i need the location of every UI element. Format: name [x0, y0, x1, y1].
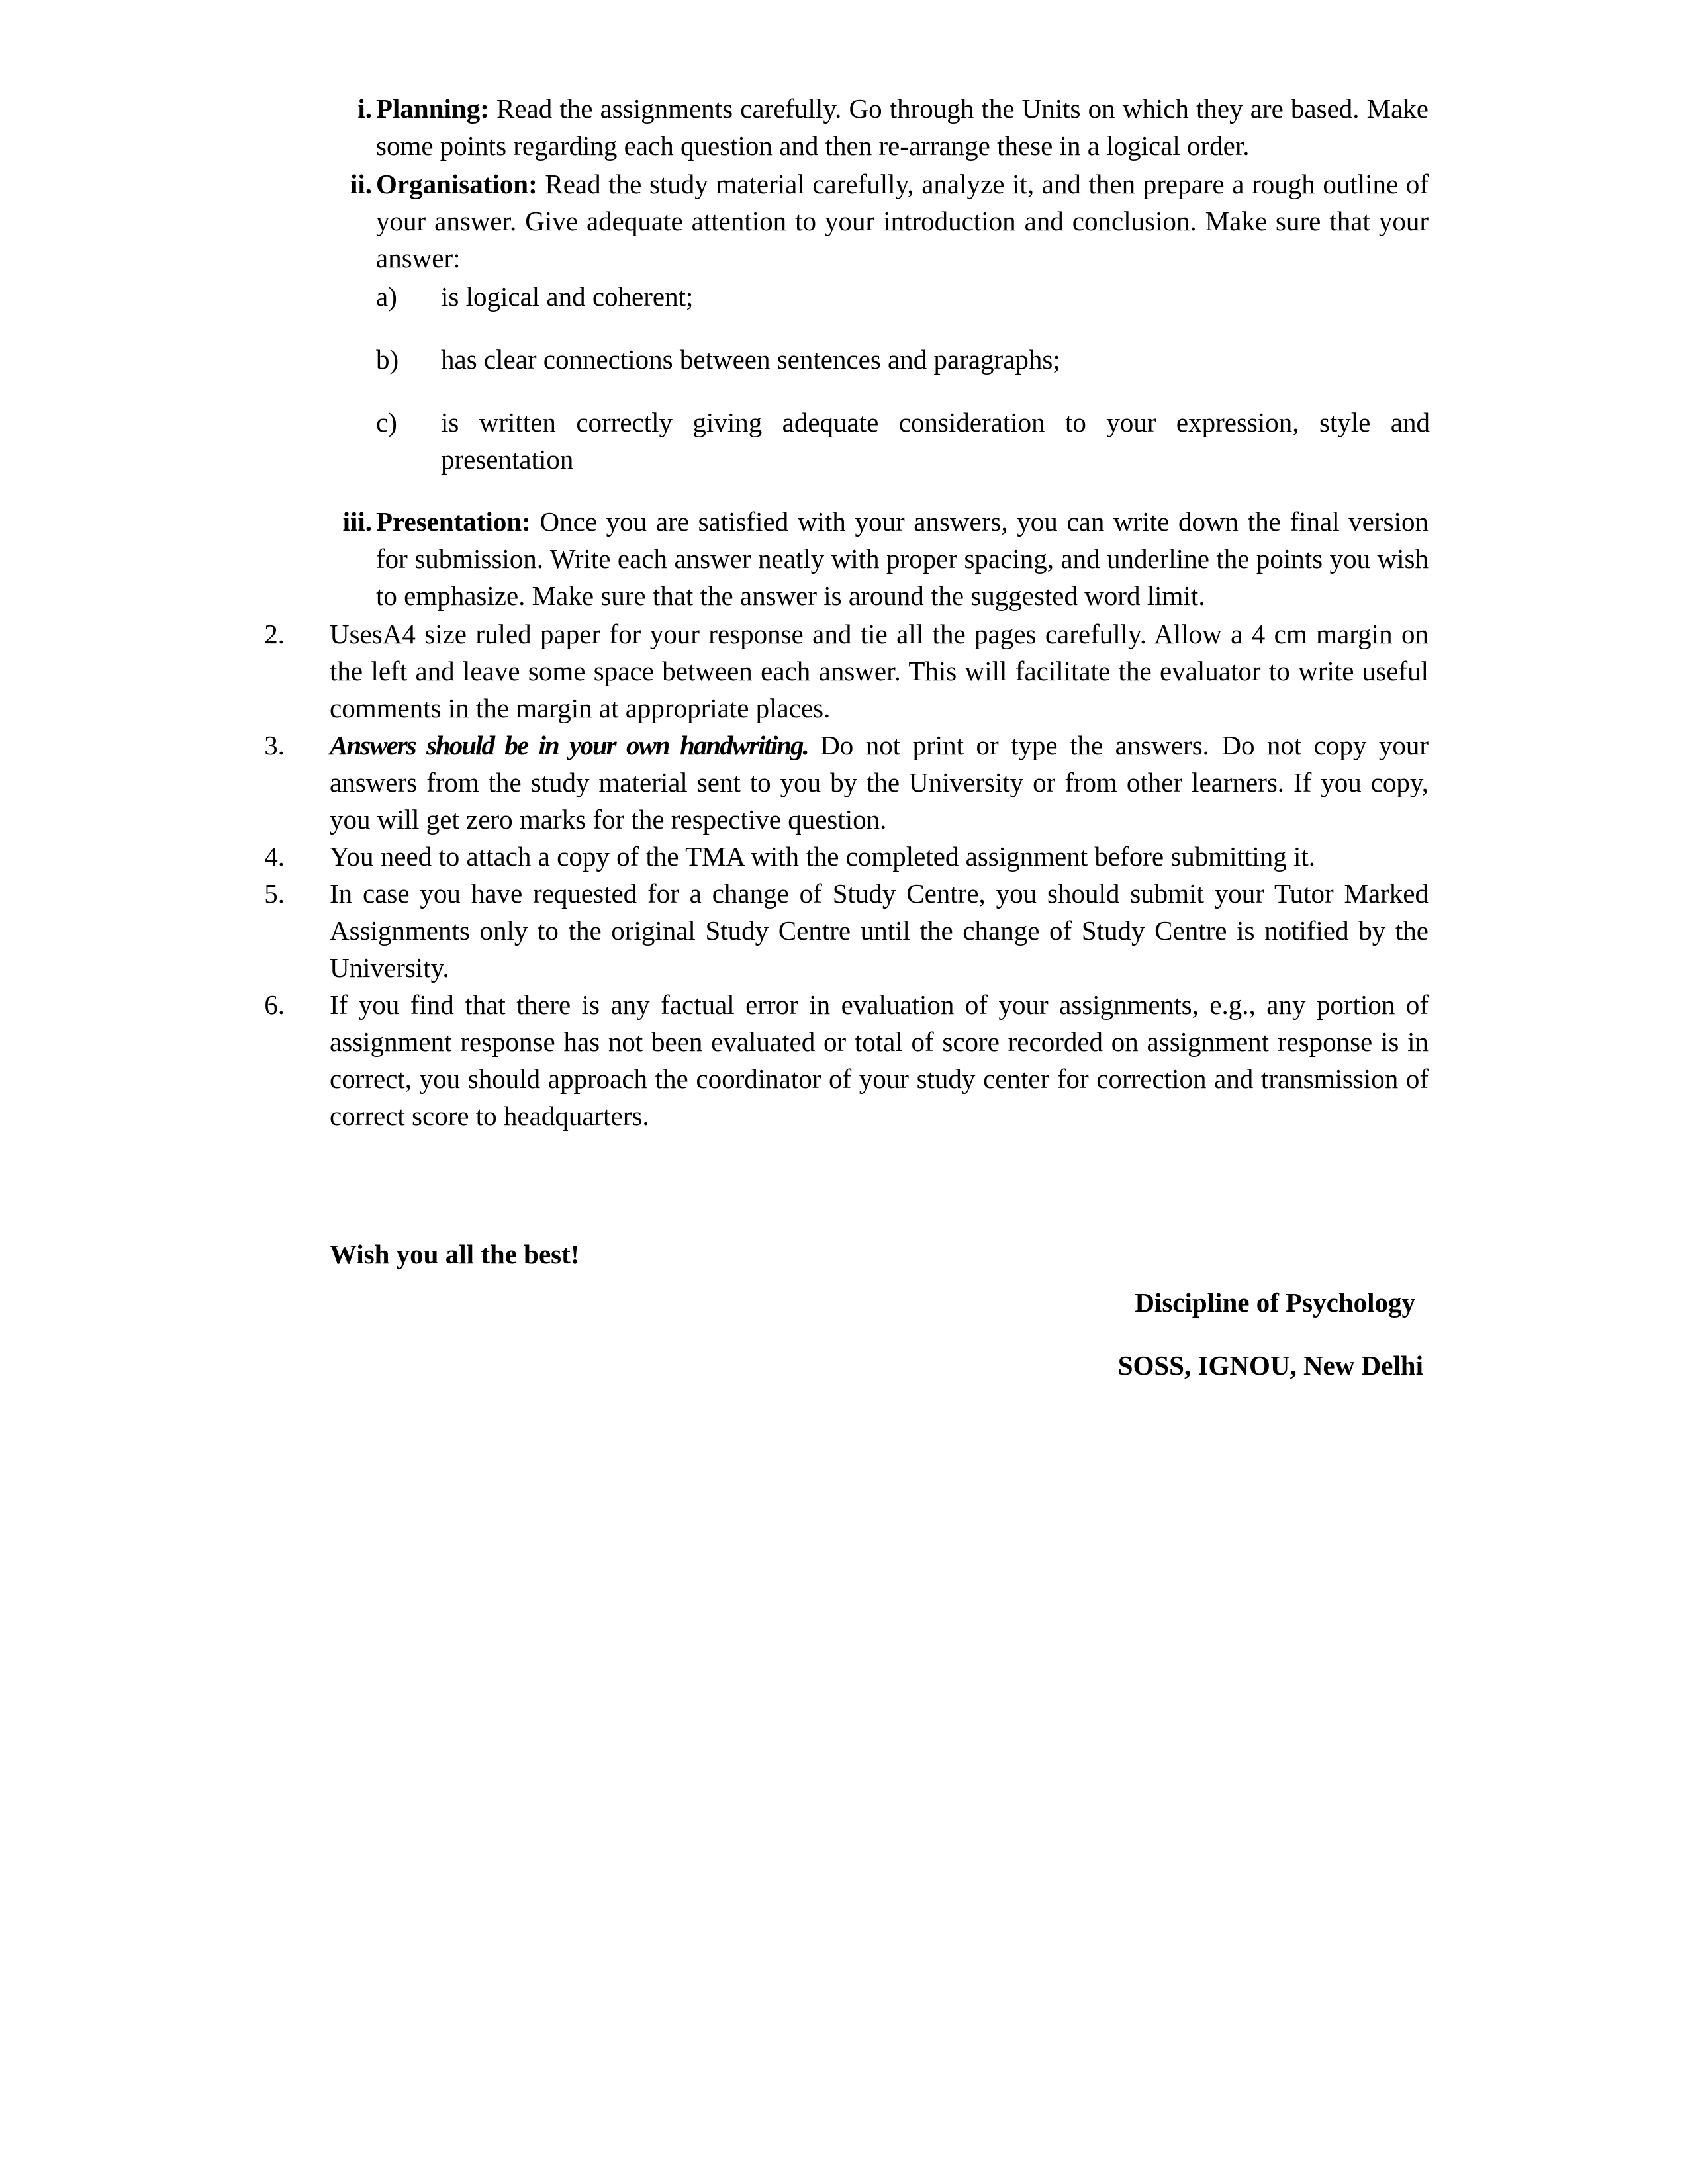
- roman-numeral: i.: [357, 93, 372, 124]
- criterion-text: is written correctly giving adequate consideration to your expression, style and presentation: [441, 407, 1430, 475]
- signature-department: Discipline of Psychology: [1135, 1287, 1415, 1318]
- guideline-text: You need to attach a copy of the TMA with the completed assignment before submitting it.: [330, 841, 1316, 872]
- instruction-title: Presentation:: [376, 506, 531, 537]
- instruction-text: Read the study material carefully, analyze it, and then prepare a rough outline of your answer. Give adequate attention to your introduction and conclusion. Make sure that your answer:: [376, 169, 1429, 273]
- guideline-text: Do not print or type the answers. Do not copy your answers from the study material sent to you by the University or from other learners. If you copy, you will get zero marks for the respective question.: [330, 730, 1429, 835]
- signature-institution: SOSS, IGNOU, New Delhi: [1117, 1350, 1423, 1381]
- criterion-letter: c): [376, 407, 397, 437]
- instruction-text: Read the assignments carefully. Go through the Units on which they are based. Make some points regarding each question and then re-arrange these in a logical order.: [376, 93, 1429, 161]
- instruction-title: Planning:: [376, 93, 489, 124]
- guideline-number: 6.: [264, 989, 285, 1020]
- criterion-letter: b): [376, 344, 399, 375]
- guideline-text: UsesA4 size ruled paper for your response and tie all the pages carefully. Allow a 4 cm margin on the left and leave some space between each answer. This will facilitate the evaluator to write useful comments in the margin at appropriate places.: [330, 619, 1429, 723]
- guideline-text: In case you have requested for a change of Study Centre, you should submit your Tutor Marked Assignments only to the original Study Centre until the change of Study Centre is notified by the University.: [330, 878, 1429, 983]
- guideline-number: 5.: [264, 878, 285, 909]
- roman-numeral: ii.: [350, 169, 372, 199]
- criterion-text: has clear connections between sentences and paragraphs;: [441, 344, 1060, 375]
- handwriting-emphasis: Answers should be in your own handwriting.: [330, 730, 808, 760]
- instruction-body: [376, 165, 1429, 277]
- roman-numeral: iii.: [342, 506, 372, 537]
- criterion-text: is logical and coherent;: [441, 281, 694, 312]
- guideline-number: 4.: [264, 841, 285, 872]
- instruction-text: Once you are satisfied with your answers, you can write down the final version for submission. Write each answer neatly with proper spacing, and underline the points you wish to emphasize. Make sure that the answer is around the suggested word limit.: [376, 506, 1429, 611]
- instruction-body: [376, 503, 1429, 614]
- guideline-text: If you find that there is any factual error in evaluation of your assignments, e.g., any portion of assignment response has not been evaluated or total of score recorded on assignment response is in correct, you should approach the coordinator of your study center for correction and transmission of correct score to headquarters.: [330, 989, 1429, 1131]
- guideline-number: 2.: [264, 619, 285, 649]
- instruction-title: Organisation:: [376, 169, 538, 199]
- criterion-letter: a): [376, 281, 397, 312]
- closing-wish: Wish you all the best!: [330, 1239, 580, 1269]
- instruction-body: [376, 90, 1429, 164]
- guideline-body: [330, 727, 1429, 838]
- guideline-number: 3.: [264, 730, 285, 760]
